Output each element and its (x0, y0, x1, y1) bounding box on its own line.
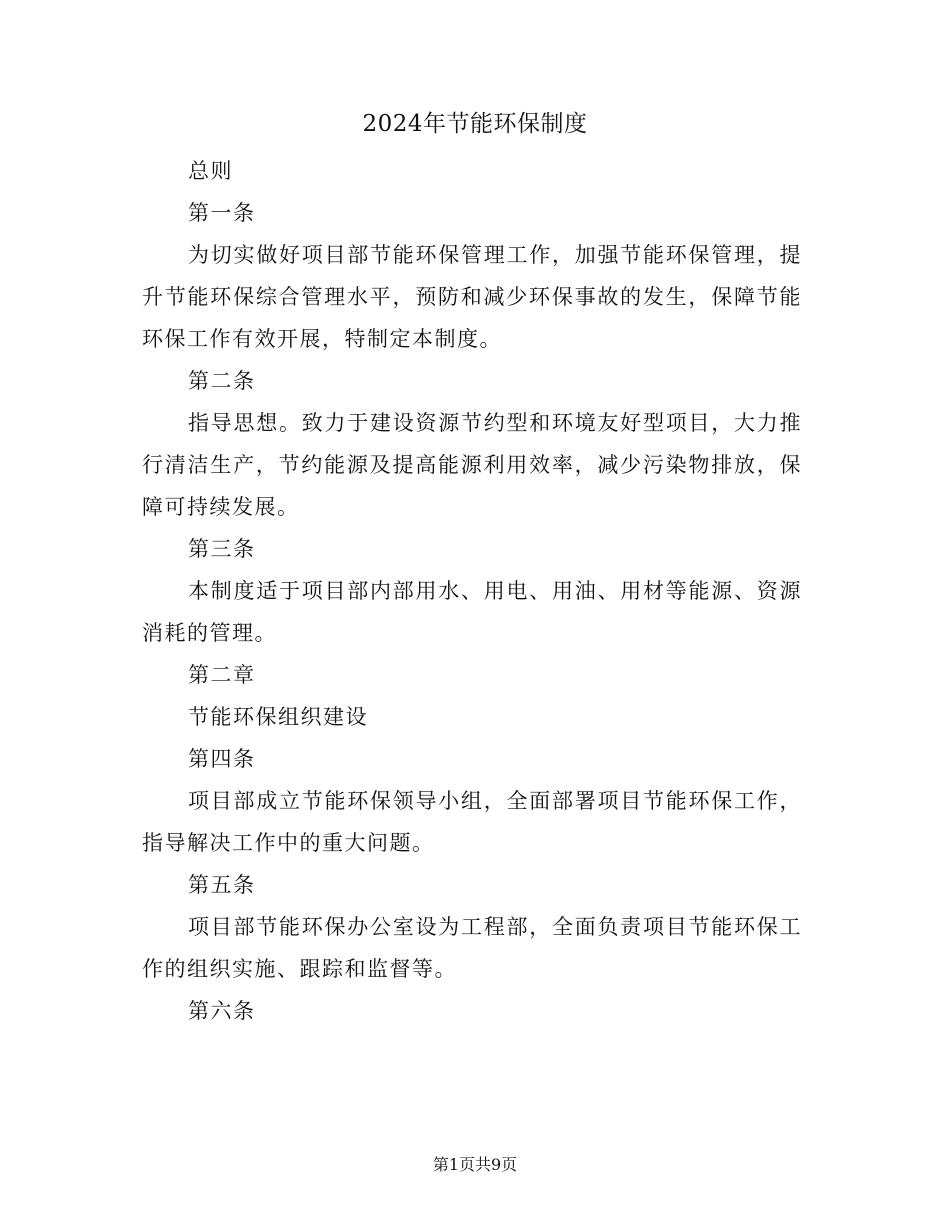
article-heading: 第一条 (188, 201, 256, 225)
article-paragraph: 为切实做好项目部节能环保管理工作，加强节能环保管理，提升节能环保综合管理水平，预防和减少环保事故的发生，保障节能环保工作有效开展，特制定本制度。 (142, 243, 802, 351)
article-heading: 第五条 (188, 873, 256, 897)
chapter-title: 节能环保组织建设 (188, 705, 368, 729)
article-heading: 第三条 (188, 537, 256, 561)
chapter-heading: 第二章 (188, 663, 256, 687)
article-heading: 第二条 (188, 369, 256, 393)
article-heading: 第六条 (188, 999, 256, 1023)
page-footer: 第1页共9页 (432, 1155, 518, 1174)
article-paragraph: 项目部节能环保办公室设为工程部，全面负责项目节能环保工作的组织实施、跟踪和监督等。 (142, 915, 802, 981)
document-title: 2024年节能环保制度 (362, 111, 588, 137)
article-paragraph: 本制度适于项目部内部用水、用电、用油、用材等能源、资源消耗的管理。 (142, 579, 802, 645)
article-paragraph: 项目部成立节能环保领导小组，全面部署项目节能环保工作，指导解决工作中的重大问题。 (142, 789, 802, 855)
section-heading: 总则 (188, 159, 233, 183)
document-body (142, 150, 802, 1032)
article-paragraph: 指导思想。致力于建设资源节约型和环境友好型项目，大力推行清洁生产，节约能源及提高能源利用效率，减少污染物排放，保障可持续发展。 (142, 411, 802, 519)
article-heading: 第四条 (188, 747, 256, 771)
